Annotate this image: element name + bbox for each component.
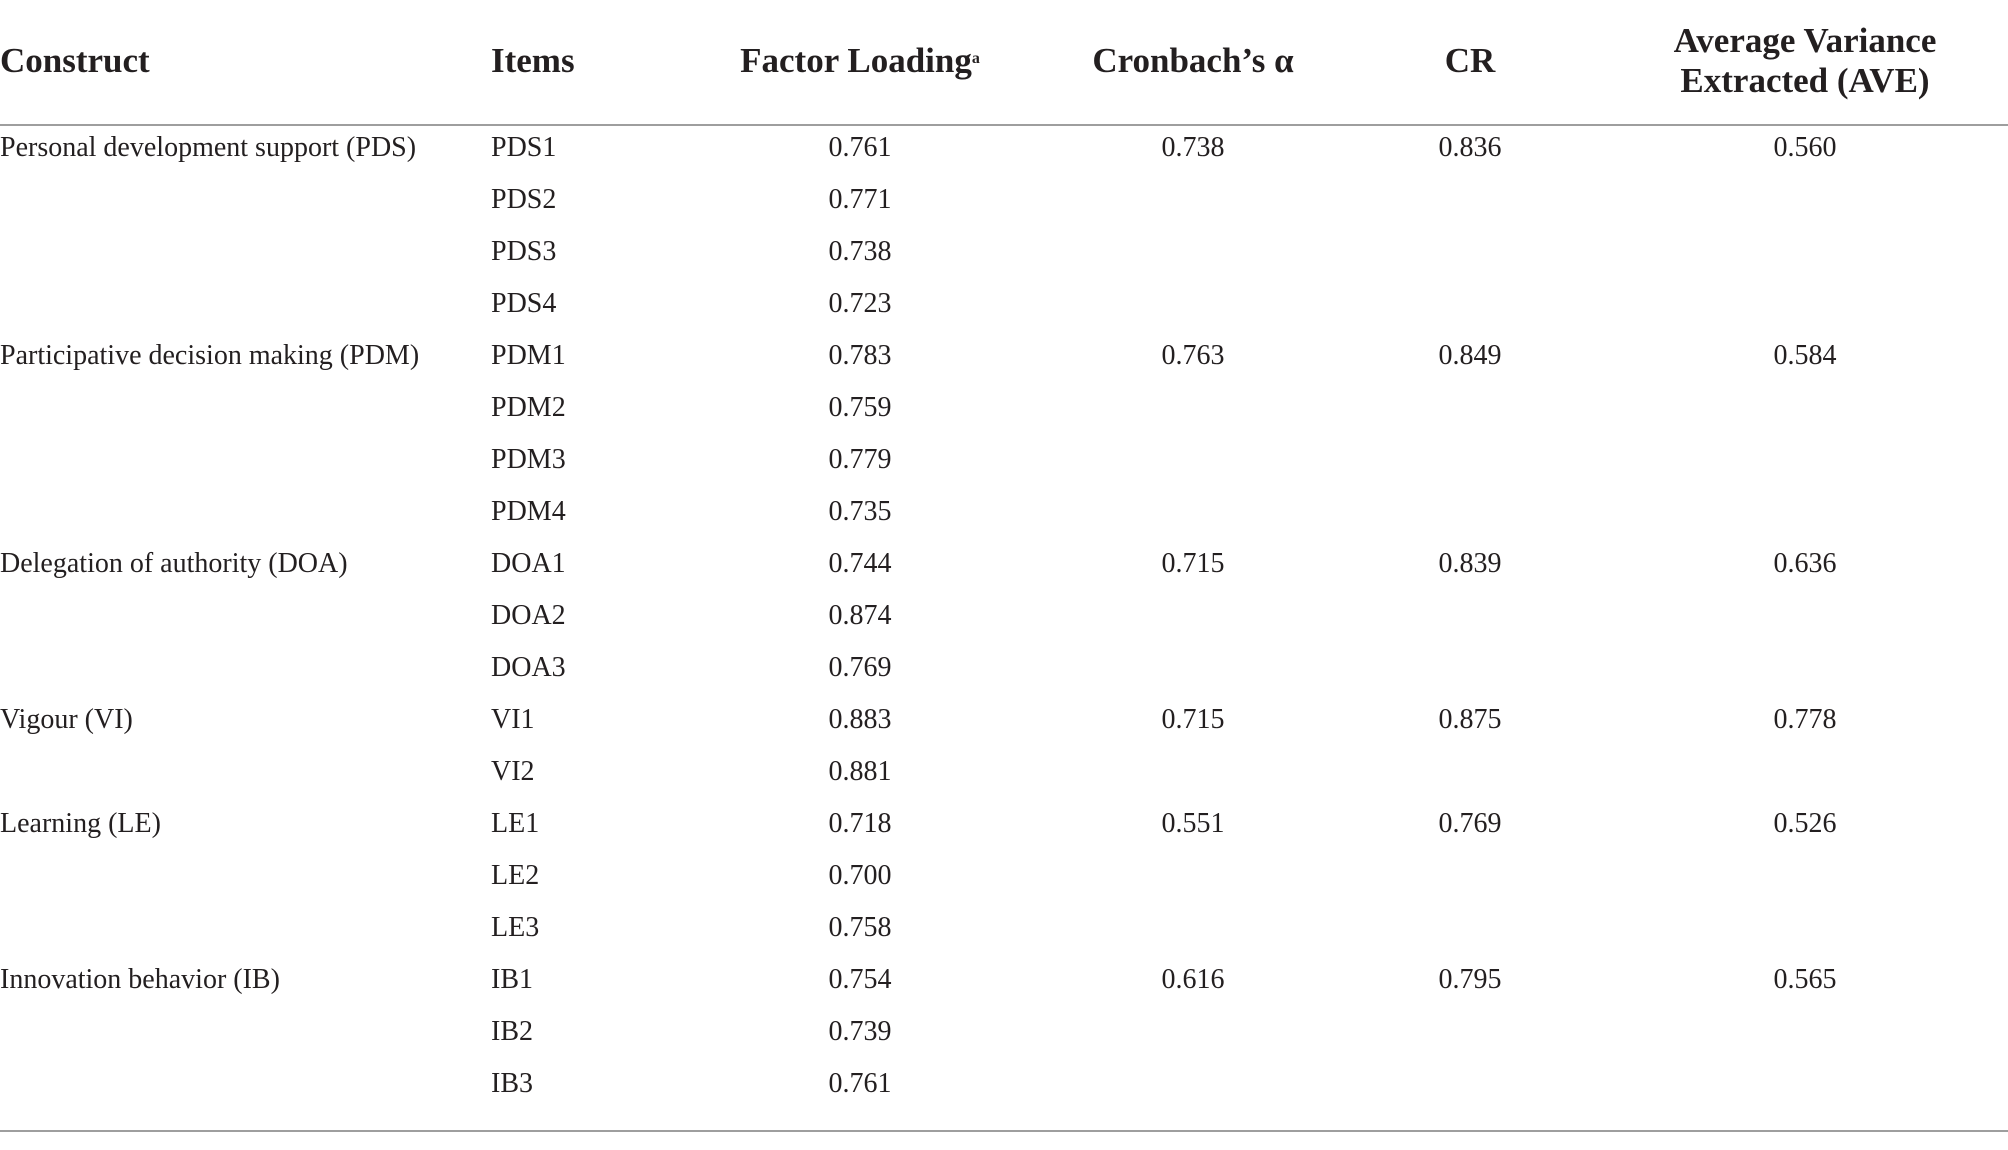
cell-item: PDM1 (491, 340, 566, 371)
cell-item: PDM2 (491, 392, 566, 423)
cell-factor-loading: 0.883 (828, 704, 892, 735)
table-row (0, 230, 2008, 282)
cell-ave: 0.778 (1773, 704, 1837, 735)
header-items: Items (491, 41, 575, 80)
cell-factor-loading: 0.783 (828, 340, 892, 371)
cell-cronbach-alpha: 0.551 (1161, 808, 1225, 839)
cell-factor-loading: 0.758 (828, 912, 892, 943)
cell-item: DOA1 (491, 548, 566, 579)
cell-cr: 0.795 (1438, 964, 1502, 995)
cell-item: LE2 (491, 860, 540, 891)
cell-factor-loading: 0.744 (828, 548, 892, 579)
header-construct: Construct (0, 41, 150, 80)
table-row (0, 698, 2008, 750)
table-row (0, 282, 2008, 334)
cell-factor-loading: 0.739 (828, 1016, 892, 1047)
cell-factor-loading: 0.761 (828, 1068, 892, 1099)
header-factor-loading (680, 41, 1040, 81)
cell-item: DOA2 (491, 600, 566, 631)
cell-cr: 0.839 (1438, 548, 1502, 579)
cell-ave: 0.565 (1773, 964, 1837, 995)
header-ave (1590, 21, 2008, 101)
table-row (0, 438, 2008, 490)
table-row (0, 490, 2008, 542)
cell-item: VI2 (491, 756, 535, 787)
cell-cronbach-alpha: 0.715 (1161, 548, 1225, 579)
cell-item: PDM3 (491, 444, 566, 475)
header-cr: CR (1444, 41, 1496, 80)
cell-ave: 0.560 (1773, 132, 1837, 163)
cell-construct: Learning (LE) (0, 808, 161, 839)
cell-ave: 0.526 (1773, 808, 1837, 839)
cell-cronbach-alpha: 0.616 (1161, 964, 1225, 995)
cell-factor-loading: 0.771 (828, 184, 892, 215)
cell-construct: Personal development support (PDS) (0, 132, 417, 163)
cell-ave: 0.584 (1773, 340, 1837, 371)
cell-cr: 0.875 (1438, 704, 1502, 735)
table-bottom-rule (0, 1130, 2008, 1132)
cell-construct: Vigour (VI) (0, 704, 133, 735)
table-row (0, 386, 2008, 438)
cell-cr: 0.849 (1438, 340, 1502, 371)
cell-item: PDS1 (491, 132, 557, 163)
cell-item: LE3 (491, 912, 540, 943)
cell-factor-loading: 0.718 (828, 808, 892, 839)
table-row (0, 750, 2008, 802)
cell-item: PDS3 (491, 236, 557, 267)
table-row (0, 542, 2008, 594)
cell-cr: 0.836 (1438, 132, 1502, 163)
cell-factor-loading: 0.754 (828, 964, 892, 995)
cell-factor-loading: 0.881 (828, 756, 892, 787)
cell-factor-loading: 0.769 (828, 652, 892, 683)
cell-factor-loading: 0.700 (828, 860, 892, 891)
table-row (0, 178, 2008, 230)
cell-item: PDS4 (491, 288, 557, 319)
table-row (0, 802, 2008, 854)
table-row (0, 126, 2008, 178)
header-cronbach-alpha: Cronbach’s α (1092, 41, 1294, 80)
cell-item: LE1 (491, 808, 540, 839)
cell-construct: Innovation behavior (IB) (0, 964, 280, 995)
cell-cronbach-alpha: 0.738 (1161, 132, 1225, 163)
table-row (0, 906, 2008, 958)
cell-cronbach-alpha: 0.763 (1161, 340, 1225, 371)
table-row (0, 854, 2008, 906)
cell-construct: Delegation of authority (DOA) (0, 548, 348, 579)
table-row (0, 958, 2008, 1010)
cell-cr: 0.769 (1438, 808, 1502, 839)
cell-cronbach-alpha: 0.715 (1161, 704, 1225, 735)
table-header (0, 0, 2008, 126)
cell-factor-loading: 0.761 (828, 132, 892, 163)
cell-item: IB2 (491, 1016, 533, 1047)
cell-factor-loading: 0.738 (828, 236, 892, 267)
table-row (0, 1010, 2008, 1062)
cell-factor-loading: 0.874 (828, 600, 892, 631)
cell-item: PDS2 (491, 184, 557, 215)
header-ave-line2: Extracted (AVE) (1680, 61, 1930, 100)
cell-item: IB1 (491, 964, 533, 995)
cell-factor-loading: 0.759 (828, 392, 892, 423)
table-row (0, 334, 2008, 386)
cell-factor-loading: 0.779 (828, 444, 892, 475)
cell-factor-loading: 0.723 (828, 288, 892, 319)
cell-item: DOA3 (491, 652, 566, 683)
table-row (0, 594, 2008, 646)
cell-ave: 0.636 (1773, 548, 1837, 579)
table-row (0, 1062, 2008, 1114)
cell-factor-loading: 0.735 (828, 496, 892, 527)
cell-item: IB3 (491, 1068, 533, 1099)
table-row (0, 646, 2008, 698)
header-ave-line1: Average Variance (1673, 21, 1937, 60)
header-factor-loading-text: Factor Loading (740, 41, 972, 80)
cell-construct: Participative decision making (PDM) (0, 340, 420, 371)
cell-item: VI1 (491, 704, 535, 735)
footnote-marker: a (971, 50, 980, 67)
cell-item: PDM4 (491, 496, 566, 527)
